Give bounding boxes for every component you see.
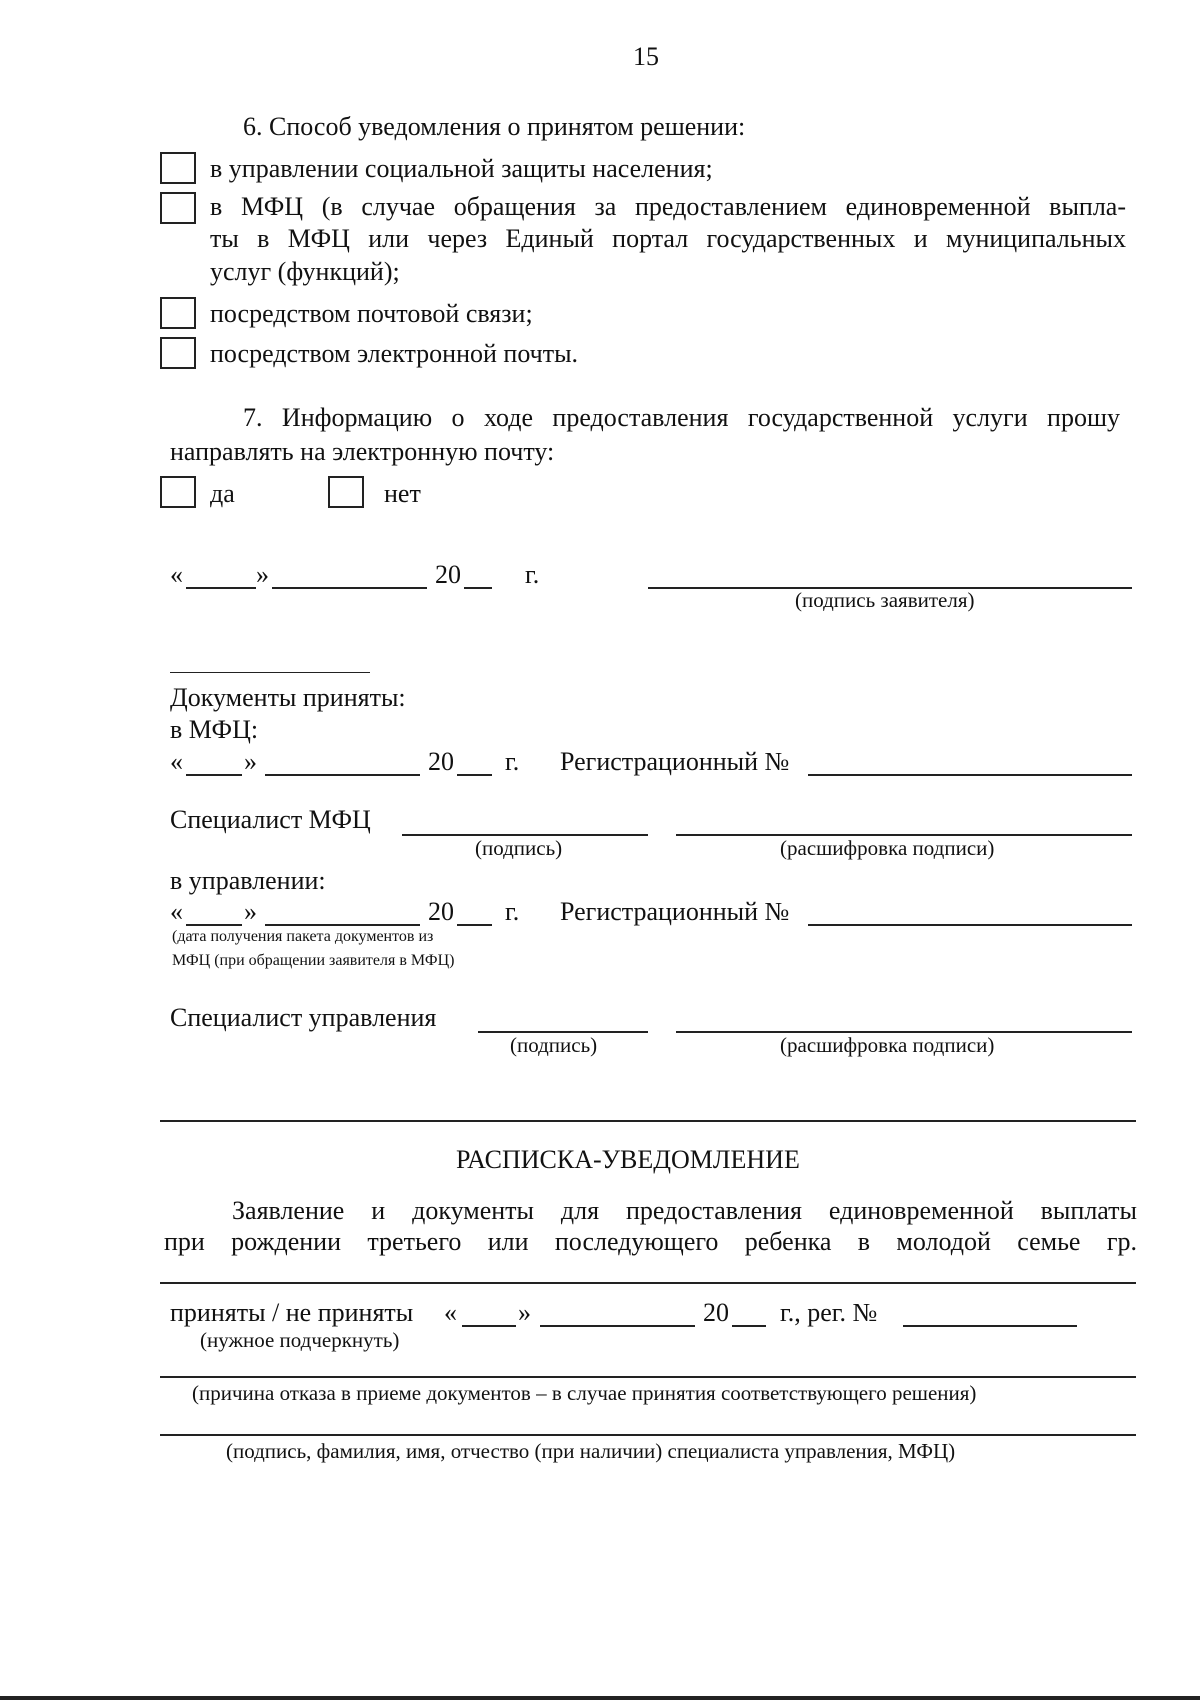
mfc-date-quote-open: « [170, 747, 183, 776]
mfc-date-year-field[interactable] [457, 774, 492, 776]
receipt-para-line1: Заявление и документы для предоставления единовременной выплаты [232, 1196, 1137, 1225]
dept-date-day-field[interactable] [186, 924, 242, 926]
section-separator [160, 1120, 1136, 1122]
applicant-signature-caption: (подпись заявителя) [795, 588, 975, 612]
checkbox-mfc[interactable] [160, 192, 196, 224]
date-year-suffix: г. [525, 560, 540, 589]
mfc-reg-label: Регистрационный № [560, 747, 790, 776]
option-email: посредством электронной почты. [210, 339, 579, 368]
receipt-year-prefix: 20 [703, 1298, 729, 1327]
receipt-quote-open: « [444, 1298, 457, 1327]
receipt-para-line2: при рождении третьего или последующего ребенка в молодой семье гр. [164, 1227, 1137, 1256]
accepted-title: Документы приняты: [170, 683, 406, 712]
mfc-date-month-field[interactable] [265, 774, 420, 776]
dept-date-year-field[interactable] [457, 924, 492, 926]
dept-date-month-field[interactable] [265, 924, 420, 926]
receipt-title: РАСПИСКА-УВЕДОМЛЕНИЕ [456, 1145, 800, 1174]
option-social-dept: в управлении социальной защиты населения; [210, 154, 713, 183]
section7-line1: 7. Информацию о ходе предоставления государственной услуги прошу [243, 403, 1120, 432]
receipt-specialist-caption: (подпись, фамилия, имя, отчество (при наличии) специалиста управления, МФЦ) [226, 1439, 956, 1463]
checkbox-yes[interactable] [160, 476, 196, 508]
mfc-date-day-field[interactable] [186, 774, 242, 776]
accepted-in-dept: в управлении: [170, 866, 326, 895]
checkbox-no[interactable] [328, 476, 364, 508]
receipt-quote-close: » [518, 1298, 531, 1327]
mfc-date-year-suffix: г. [505, 747, 520, 776]
accepted-in-mfc: в МФЦ: [170, 715, 259, 744]
label-no: нет [384, 479, 421, 508]
date-quote-close: » [256, 560, 269, 589]
option-mfc-line3: услуг (функций); [210, 257, 400, 286]
mfc-reg-number-field[interactable] [808, 774, 1132, 776]
dept-decode-caption: (расшифровка подписи) [780, 1033, 995, 1057]
option-mfc-line1: в МФЦ (в случае обращения за предоставлением единовременной выпла- [210, 192, 1126, 221]
checkbox-social-dept[interactable] [160, 152, 196, 184]
date-quote-open: « [170, 560, 183, 589]
dept-reg-number-field[interactable] [808, 924, 1132, 926]
receipt-year-field[interactable] [732, 1325, 766, 1327]
dept-date-quote-open: « [170, 897, 183, 926]
receipt-refusal-caption: (причина отказа в приеме документов – в случае принятия соответствующего решения) [192, 1381, 977, 1405]
checkbox-email[interactable] [160, 337, 196, 369]
date-day-field[interactable] [186, 587, 256, 589]
label-yes: да [210, 479, 235, 508]
short-separator [170, 672, 370, 673]
dept-specialist-label: Специалист управления [170, 1003, 437, 1032]
dept-date-note-line1: (дата получения пакета документов из [172, 928, 434, 945]
checkbox-postal[interactable] [160, 297, 196, 329]
receipt-date-day-field[interactable] [462, 1325, 516, 1327]
option-postal: посредством почтовой связи; [210, 299, 533, 328]
receipt-accepted-label: приняты / не приняты [170, 1298, 414, 1327]
mfc-date-quote-close: » [244, 747, 257, 776]
date-year-field[interactable] [464, 587, 492, 589]
dept-date-quote-close: » [244, 897, 257, 926]
date-month-field[interactable] [272, 587, 427, 589]
dept-date-year-prefix: 20 [428, 897, 454, 926]
mfc-date-year-prefix: 20 [428, 747, 454, 776]
receipt-reg-label: г., рег. № [780, 1298, 878, 1327]
receipt-reg-number-field[interactable] [903, 1325, 1077, 1327]
section7-line2: направлять на электронную почту: [170, 437, 555, 466]
dept-sign-caption: (подпись) [510, 1033, 598, 1057]
page-bottom-edge [0, 1696, 1200, 1700]
receipt-name-field[interactable] [160, 1282, 1136, 1284]
mfc-sign-caption: (подпись) [475, 836, 563, 860]
date-year-prefix: 20 [435, 560, 461, 589]
receipt-underline-hint: (нужное подчеркнуть) [200, 1328, 400, 1352]
page-number: 15 [633, 42, 659, 71]
dept-date-year-suffix: г. [505, 897, 520, 926]
dept-reg-label: Регистрационный № [560, 897, 790, 926]
receipt-refusal-field[interactable] [160, 1376, 1136, 1378]
dept-date-note-line2: МФЦ (при обращении заявителя в МФЦ) [172, 952, 455, 969]
receipt-specialist-field[interactable] [160, 1434, 1136, 1436]
receipt-date-month-field[interactable] [540, 1325, 695, 1327]
section6-heading: 6. Способ уведомления о принятом решении: [243, 112, 746, 141]
mfc-specialist-label: Специалист МФЦ [170, 805, 371, 834]
mfc-decode-caption: (расшифровка подписи) [780, 836, 995, 860]
option-mfc-line2: ты в МФЦ или через Единый портал государственных и муниципальных [210, 224, 1126, 253]
